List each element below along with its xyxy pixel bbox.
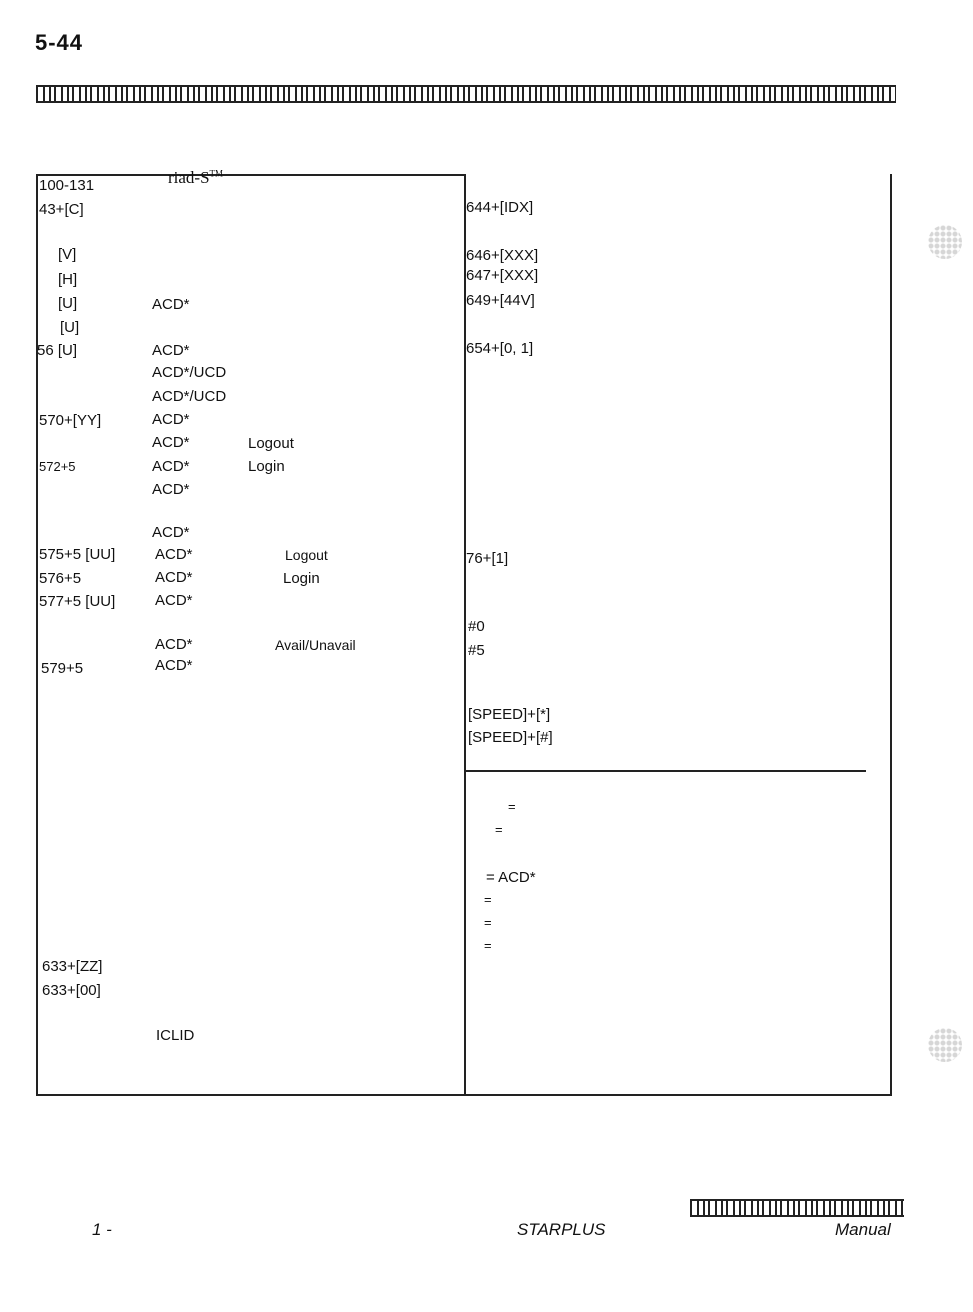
- desc-cell: ACD*/UCD: [152, 388, 227, 405]
- extra-cell: Logout: [248, 435, 294, 452]
- code-cell: [V]: [58, 246, 77, 263]
- legend-item: =: [484, 892, 492, 907]
- right-code: 647+[XXX]: [466, 267, 539, 284]
- footer-left: 1 -: [92, 1220, 112, 1239]
- code-cell: 570+[YY]: [39, 412, 102, 429]
- desc-cell: ACD*: [152, 342, 190, 359]
- code-cell: 575+5 [UU]: [39, 546, 116, 563]
- extra-cell: Login: [248, 458, 285, 475]
- title-brand: riad-S™: [168, 168, 224, 187]
- page-number: 5-44: [35, 30, 84, 55]
- code-cell: 576+5: [39, 570, 82, 587]
- code-cell: 633+[ZZ]: [42, 958, 103, 975]
- desc-cell: ACD*: [152, 458, 190, 475]
- desc-cell: ACD*: [152, 296, 190, 313]
- scan-artifact-dot: [928, 1028, 962, 1062]
- right-code: [SPEED]+[#]: [468, 729, 553, 746]
- desc-cell: ACD*: [152, 411, 190, 428]
- code-cell: [U]: [60, 319, 80, 336]
- footer-manual: Manual: [835, 1220, 891, 1239]
- code-cell: [H]: [58, 271, 78, 288]
- desc-cell: ACD*/UCD: [152, 364, 227, 381]
- code-table: [36, 168, 892, 1096]
- code-cell: 56 [U]: [37, 342, 78, 359]
- legend-item: =: [495, 822, 503, 837]
- legend-item: =: [484, 915, 492, 930]
- desc-cell: ACD*: [152, 434, 190, 451]
- desc-cell: ACD*: [155, 657, 193, 674]
- table-bottom-rule: [36, 1094, 892, 1096]
- right-code: 654+[0, 1]: [466, 340, 534, 357]
- right-code: #5: [468, 642, 485, 659]
- desc-cell: ACD*: [155, 569, 193, 586]
- desc-cell: ACD*: [155, 636, 193, 653]
- right-code: 76+[1]: [466, 550, 509, 567]
- code-cell: 43+[C]: [39, 201, 84, 218]
- desc-cell: ICLID: [156, 1027, 195, 1044]
- table-top-rule: [36, 174, 466, 176]
- extra-cell: Login: [283, 570, 320, 587]
- legend-rule: [466, 770, 866, 772]
- table-right-rule: [890, 174, 892, 1096]
- code-cell: 633+[00]: [42, 982, 101, 999]
- scan-artifact-dot: [928, 225, 962, 259]
- title-code: 100-131: [39, 177, 95, 194]
- right-code: [SPEED]+[*]: [468, 706, 551, 723]
- desc-cell: ACD*: [155, 592, 193, 609]
- code-cell: 579+5: [41, 660, 84, 677]
- right-code: 649+[44V]: [466, 292, 535, 309]
- greek-key-border-bottom: [690, 1199, 904, 1217]
- code-cell: 577+5 [UU]: [39, 593, 116, 610]
- desc-cell: ACD*: [152, 481, 190, 498]
- legend-item: =: [484, 938, 492, 953]
- extra-cell: Logout: [285, 547, 328, 563]
- footer-product: STARPLUS: [517, 1220, 606, 1239]
- desc-cell: ACD*: [152, 524, 190, 541]
- right-code: 644+[IDX]: [466, 199, 534, 216]
- table-left-rule: [36, 174, 38, 1096]
- extra-cell: Avail/Unavail: [275, 637, 356, 653]
- right-code: 646+[XXX]: [466, 247, 539, 264]
- greek-key-border-top: [36, 85, 896, 103]
- legend-item: =: [508, 799, 516, 814]
- desc-cell: ACD*: [155, 546, 193, 563]
- legend-item: = ACD*: [486, 869, 536, 886]
- table-middle-rule: [464, 174, 466, 1096]
- right-code: #0: [468, 618, 485, 635]
- code-cell: [U]: [58, 295, 78, 312]
- code-cell: 572+5: [39, 459, 76, 474]
